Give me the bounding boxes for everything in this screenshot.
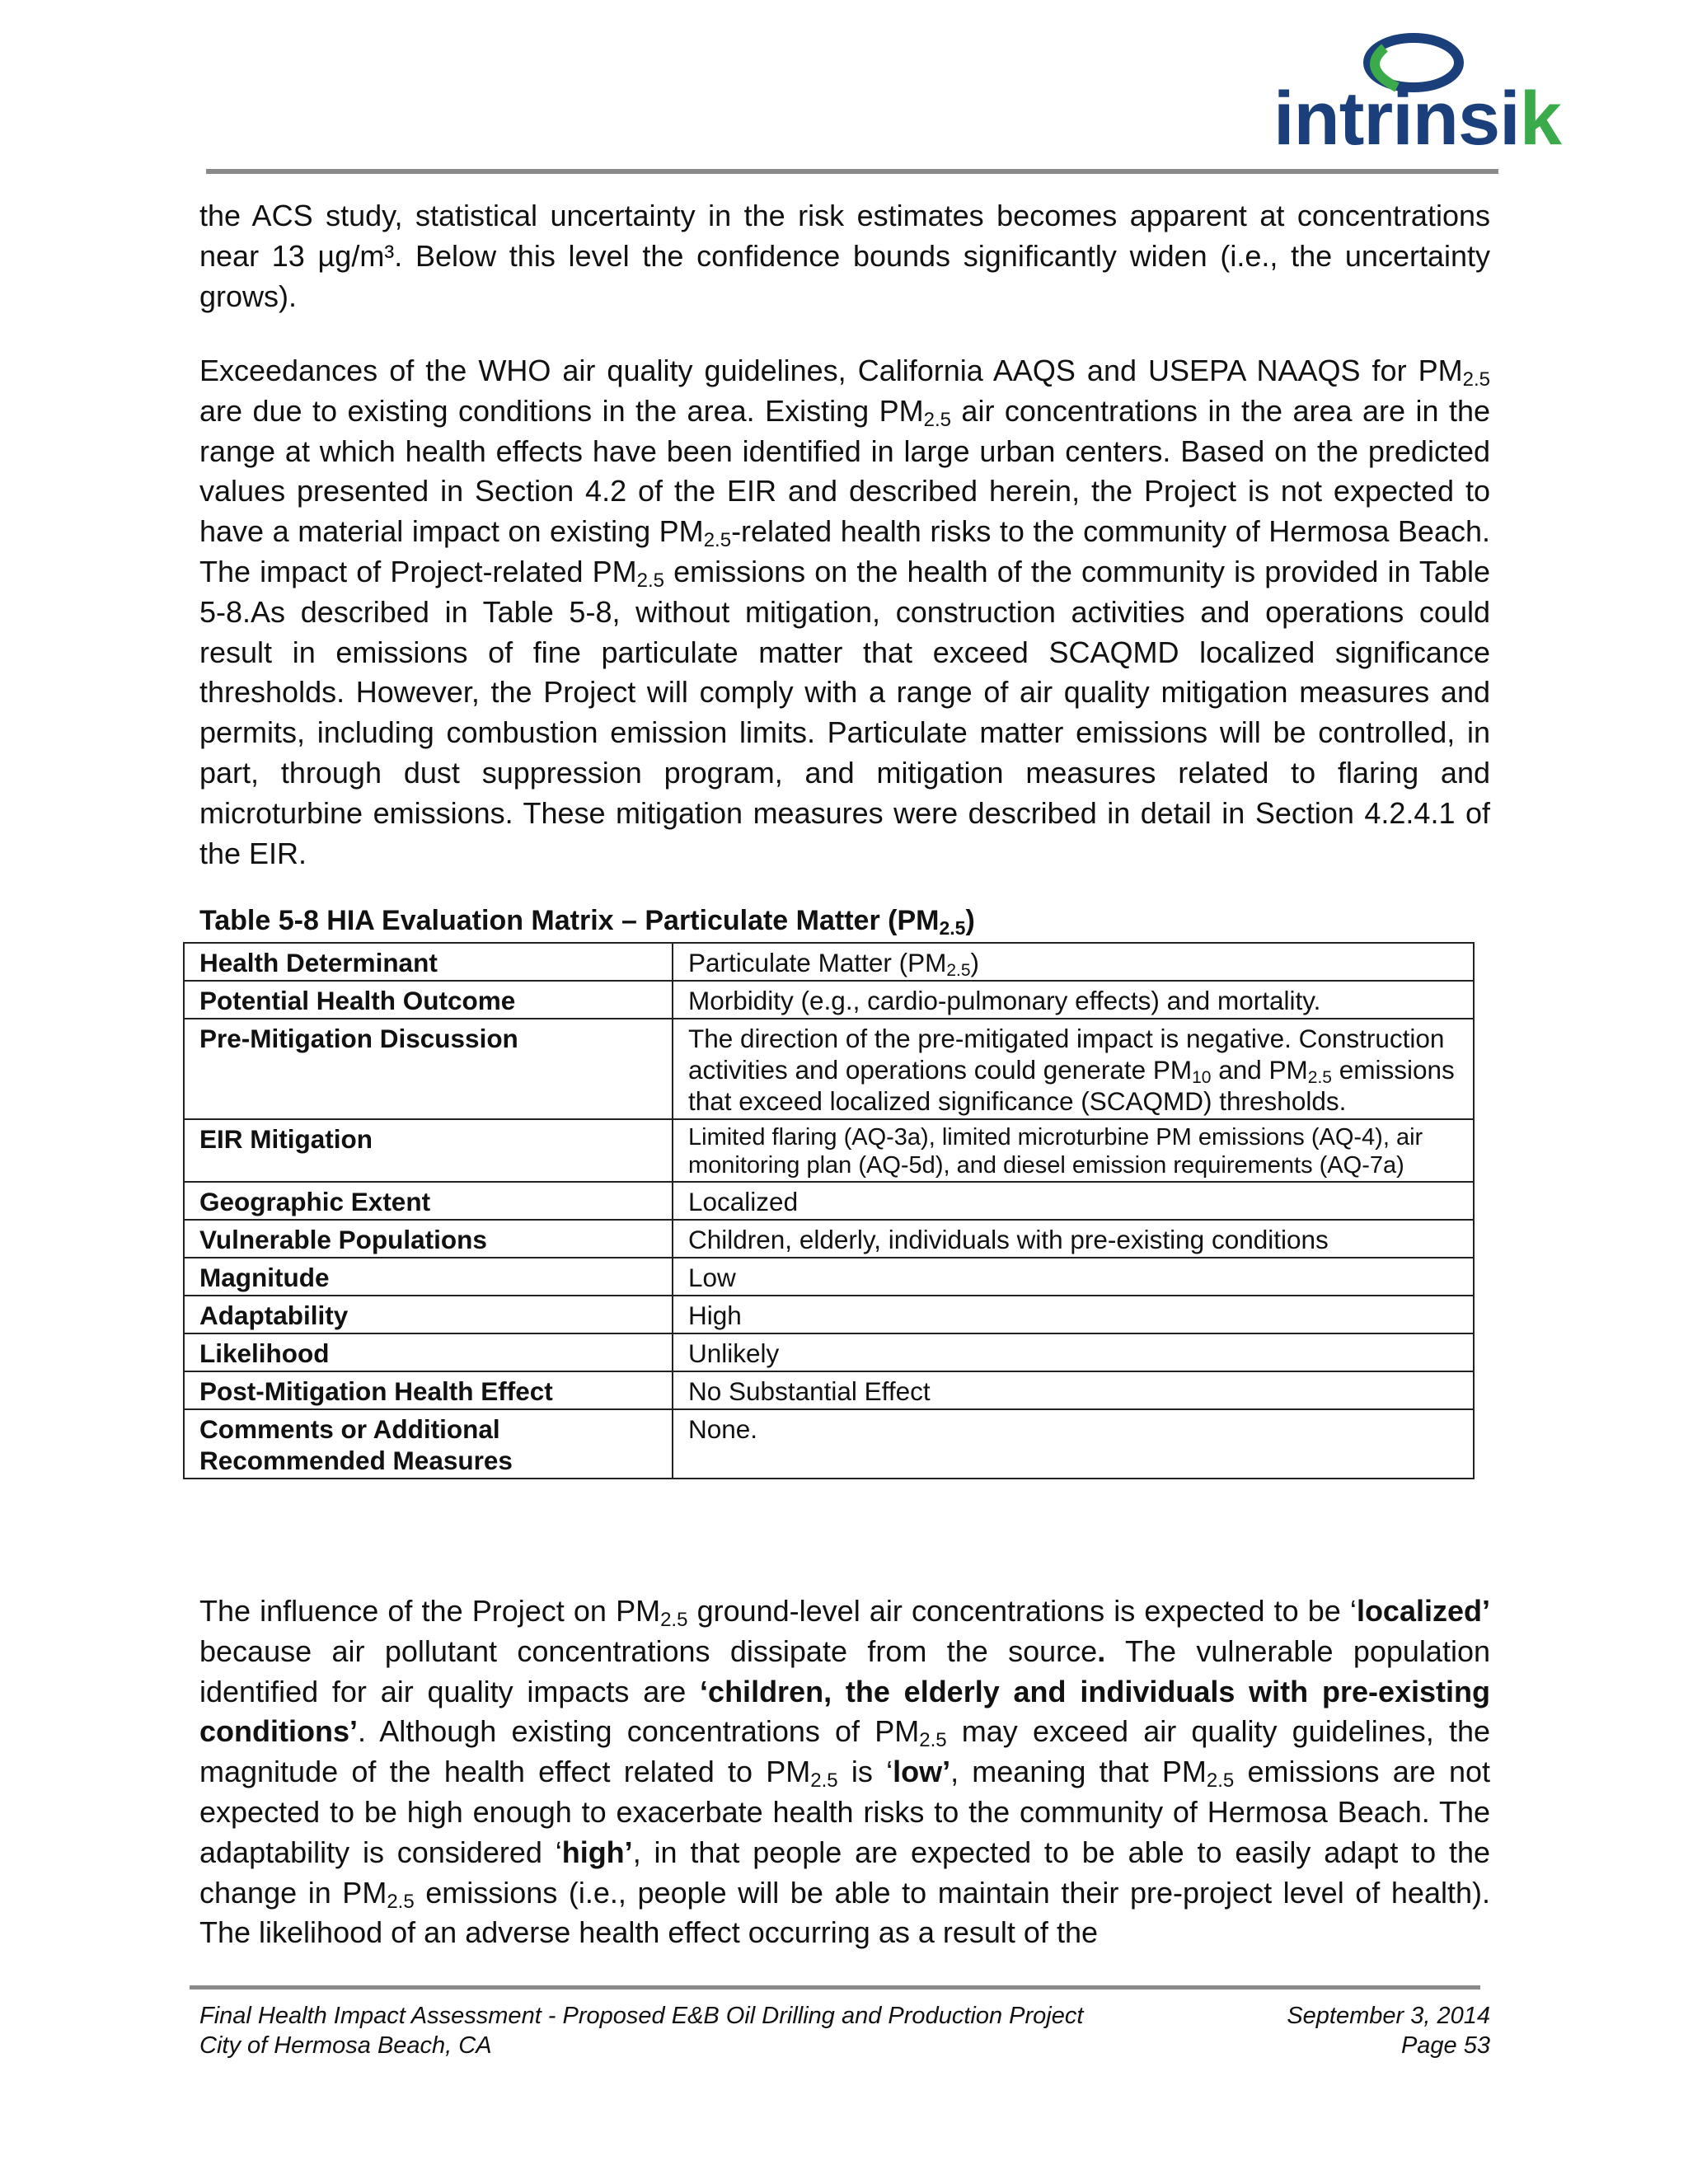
text-run: is ‘ [837, 1755, 893, 1789]
hia-evaluation-table [183, 942, 1475, 1479]
header-rule [206, 169, 1498, 174]
text-run: Particulate Matter (PM [688, 948, 947, 977]
bold-text: . [1097, 1633, 1106, 1668]
paragraph [199, 351, 1490, 874]
text-run: emissions on the health of the community is provided in Table 5-8.As described in Table 5-8, without mitigation, construction activities and operations could result in emissions of fine particulate matter that exceed SCAQMD localized significance thresholds. However, the Project will comply with a range of air quality mitigation measures and permits, including combustion emission limits. Particulate matter emissions will be controlled, in part, through dust suppression program, and mitigation measures related to flaring and microturbine emissions. These mitigation measures were described in detail in Section 4.2.4.1 of the EIR. [199, 554, 1490, 870]
text-run: The direction of the pre-mitigated impact is negative. Construction activities and operations could generate PM [688, 1024, 1445, 1085]
text-run: emissions that exceed localized significance (SCAQMD) thresholds. [688, 1055, 1455, 1116]
intrinsik-logo [1273, 31, 1561, 161]
table-row [184, 1182, 1474, 1220]
logo-wordmark: intrinsik [1273, 77, 1561, 161]
row-value [673, 1409, 1474, 1479]
text-run: No Substantial Effect [688, 1376, 931, 1406]
text-run: the ACS study, statistical uncertainty in the risk estimates becomes apparent at concentrations near 13 µg/m³. Below this level the confidence bounds significantly widen (i.e., the uncertainty grows). [199, 199, 1490, 313]
row-label: Potential Health Outcome [184, 981, 673, 1019]
subscript: 10 [1192, 1068, 1212, 1087]
footer-rule [190, 1985, 1480, 1990]
text-run: ground-level air concentrations is expected to be ‘ [687, 1594, 1357, 1628]
subscript: 2.5 [923, 408, 951, 431]
table-caption [199, 905, 975, 937]
row-value [673, 1220, 1474, 1258]
text-run: Low [688, 1263, 736, 1292]
text-run: because air pollutant concentrations dissipate from the source [199, 1633, 1098, 1668]
footer-page-number: Page 53 [1400, 2032, 1490, 2059]
table-row [184, 1258, 1474, 1296]
subscript: 2.5 [660, 1609, 688, 1631]
row-value [673, 1019, 1474, 1119]
text-run: ) [970, 948, 980, 977]
text-run: and PM [1211, 1055, 1308, 1085]
subscript: 2.5 [636, 569, 664, 592]
text-run: The influence of the Project on PM [199, 1594, 661, 1628]
text-run: Unlikely [688, 1338, 780, 1368]
row-value [673, 1119, 1474, 1182]
footer-doc-title: Final Health Impact Assessment - Proposed E&B Oil Drilling and Production Project [199, 2003, 1084, 2029]
row-label: Geographic Extent [184, 1182, 673, 1220]
text-run: Limited flaring (AQ-3a), limited microturbine PM emissions (AQ-4), air monitoring plan (AQ-5d), and diesel emission requirements (AQ-7a) [688, 1124, 1423, 1179]
text-run: , in that people are expected to be able to easily adapt to the change in PM [199, 1835, 1491, 1910]
row-label: Comments or Additional Recommended Measures [184, 1409, 673, 1479]
paragraph [199, 1591, 1490, 1953]
subscript: 2.5 [810, 1769, 838, 1793]
text-run: Children, elderly, individuals with pre-existing conditions [688, 1225, 1329, 1254]
table-row [184, 1409, 1474, 1479]
row-label: Likelihood [184, 1333, 673, 1371]
text-run: air concentrations in the area are in the range at which health effects have been identified in large urban centers. Based on the predicted values presented in Section 4.2 of the EIR and described herein, the Project is not expected to have a material impact on existing PM [199, 393, 1490, 549]
row-value [673, 1258, 1474, 1296]
footer-right [1287, 2001, 1490, 2060]
footer-left [199, 2001, 1083, 2060]
text-run: Exceedances of the WHO air quality guidelines, California AAQS and USEPA NAAQS for PM [199, 354, 1463, 387]
footer-date: September 3, 2014 [1287, 2003, 1490, 2029]
table-row [184, 943, 1474, 981]
row-value [673, 1182, 1474, 1220]
row-label: Post-Mitigation Health Effect [184, 1371, 673, 1409]
subscript: 2.5 [939, 917, 966, 939]
row-value [673, 1371, 1474, 1409]
text-run: Morbidity (e.g., cardio-pulmonary effects) and mortality. [688, 986, 1321, 1015]
subscript: 2.5 [1206, 1769, 1235, 1793]
text-run: None. [688, 1414, 758, 1444]
row-value [673, 981, 1474, 1019]
row-label: Adaptability [184, 1296, 673, 1333]
footer-location: City of Hermosa Beach, CA [199, 2032, 492, 2059]
bold-text: low’ [893, 1755, 951, 1789]
text-run: The vulnerable population identified for air quality impacts are [199, 1633, 1490, 1708]
row-label: Vulnerable Populations [184, 1220, 673, 1258]
subscript: 2.5 [703, 529, 732, 552]
row-value [673, 1333, 1474, 1371]
text-run: Localized [688, 1187, 799, 1216]
subscript: 2.5 [1462, 368, 1490, 391]
row-value [673, 943, 1474, 981]
bold-text: high’ [561, 1835, 633, 1869]
subscript: 2.5 [946, 961, 971, 980]
table-row [184, 1333, 1474, 1371]
text-run: , meaning that PM [950, 1755, 1207, 1789]
subscript: 2.5 [919, 1729, 947, 1752]
table-row [184, 981, 1474, 1019]
paragraph [199, 196, 1490, 316]
table-row [184, 1296, 1474, 1333]
text-run: -related health risks to the community of Hermosa Beach. The impact of Project-related PM [199, 514, 1490, 588]
table-row [184, 1119, 1474, 1182]
text-run: ) [965, 905, 975, 936]
bold-text: localized’ [1356, 1594, 1490, 1628]
row-label: EIR Mitigation [184, 1119, 673, 1182]
row-label: Magnitude [184, 1258, 673, 1296]
subscript: 2.5 [1307, 1068, 1332, 1087]
text-run: Table 5-8 HIA Evaluation Matrix – Particulate Matter (PM [199, 905, 940, 936]
table-row [184, 1019, 1474, 1119]
table-row [184, 1371, 1474, 1409]
text-run: emissions are not expected to be high enough to exacerbate health risks to the community of Hermosa Beach. The adaptability is considered ‘ [199, 1755, 1491, 1869]
bold-text: ‘children, the elderly and individuals with pre-existing conditions’ [199, 1674, 1490, 1749]
subscript: 2.5 [387, 1890, 415, 1913]
text-run: may exceed air quality guidelines, the magnitude of the health effect related to PM [199, 1714, 1490, 1789]
text-run: are due to existing conditions in the area. Existing PM [199, 393, 924, 428]
text-run: . Although existing concentrations of PM [358, 1714, 920, 1749]
row-value [673, 1296, 1474, 1333]
row-label: Pre-Mitigation Discussion [184, 1019, 673, 1119]
text-run: High [688, 1301, 742, 1330]
table-row [184, 1220, 1474, 1258]
row-label: Health Determinant [184, 943, 673, 981]
text-run: emissions (i.e., people will be able to maintain their pre-project level of health). The likelihood of an adverse health effect occurring as a result of the [199, 1875, 1490, 1950]
